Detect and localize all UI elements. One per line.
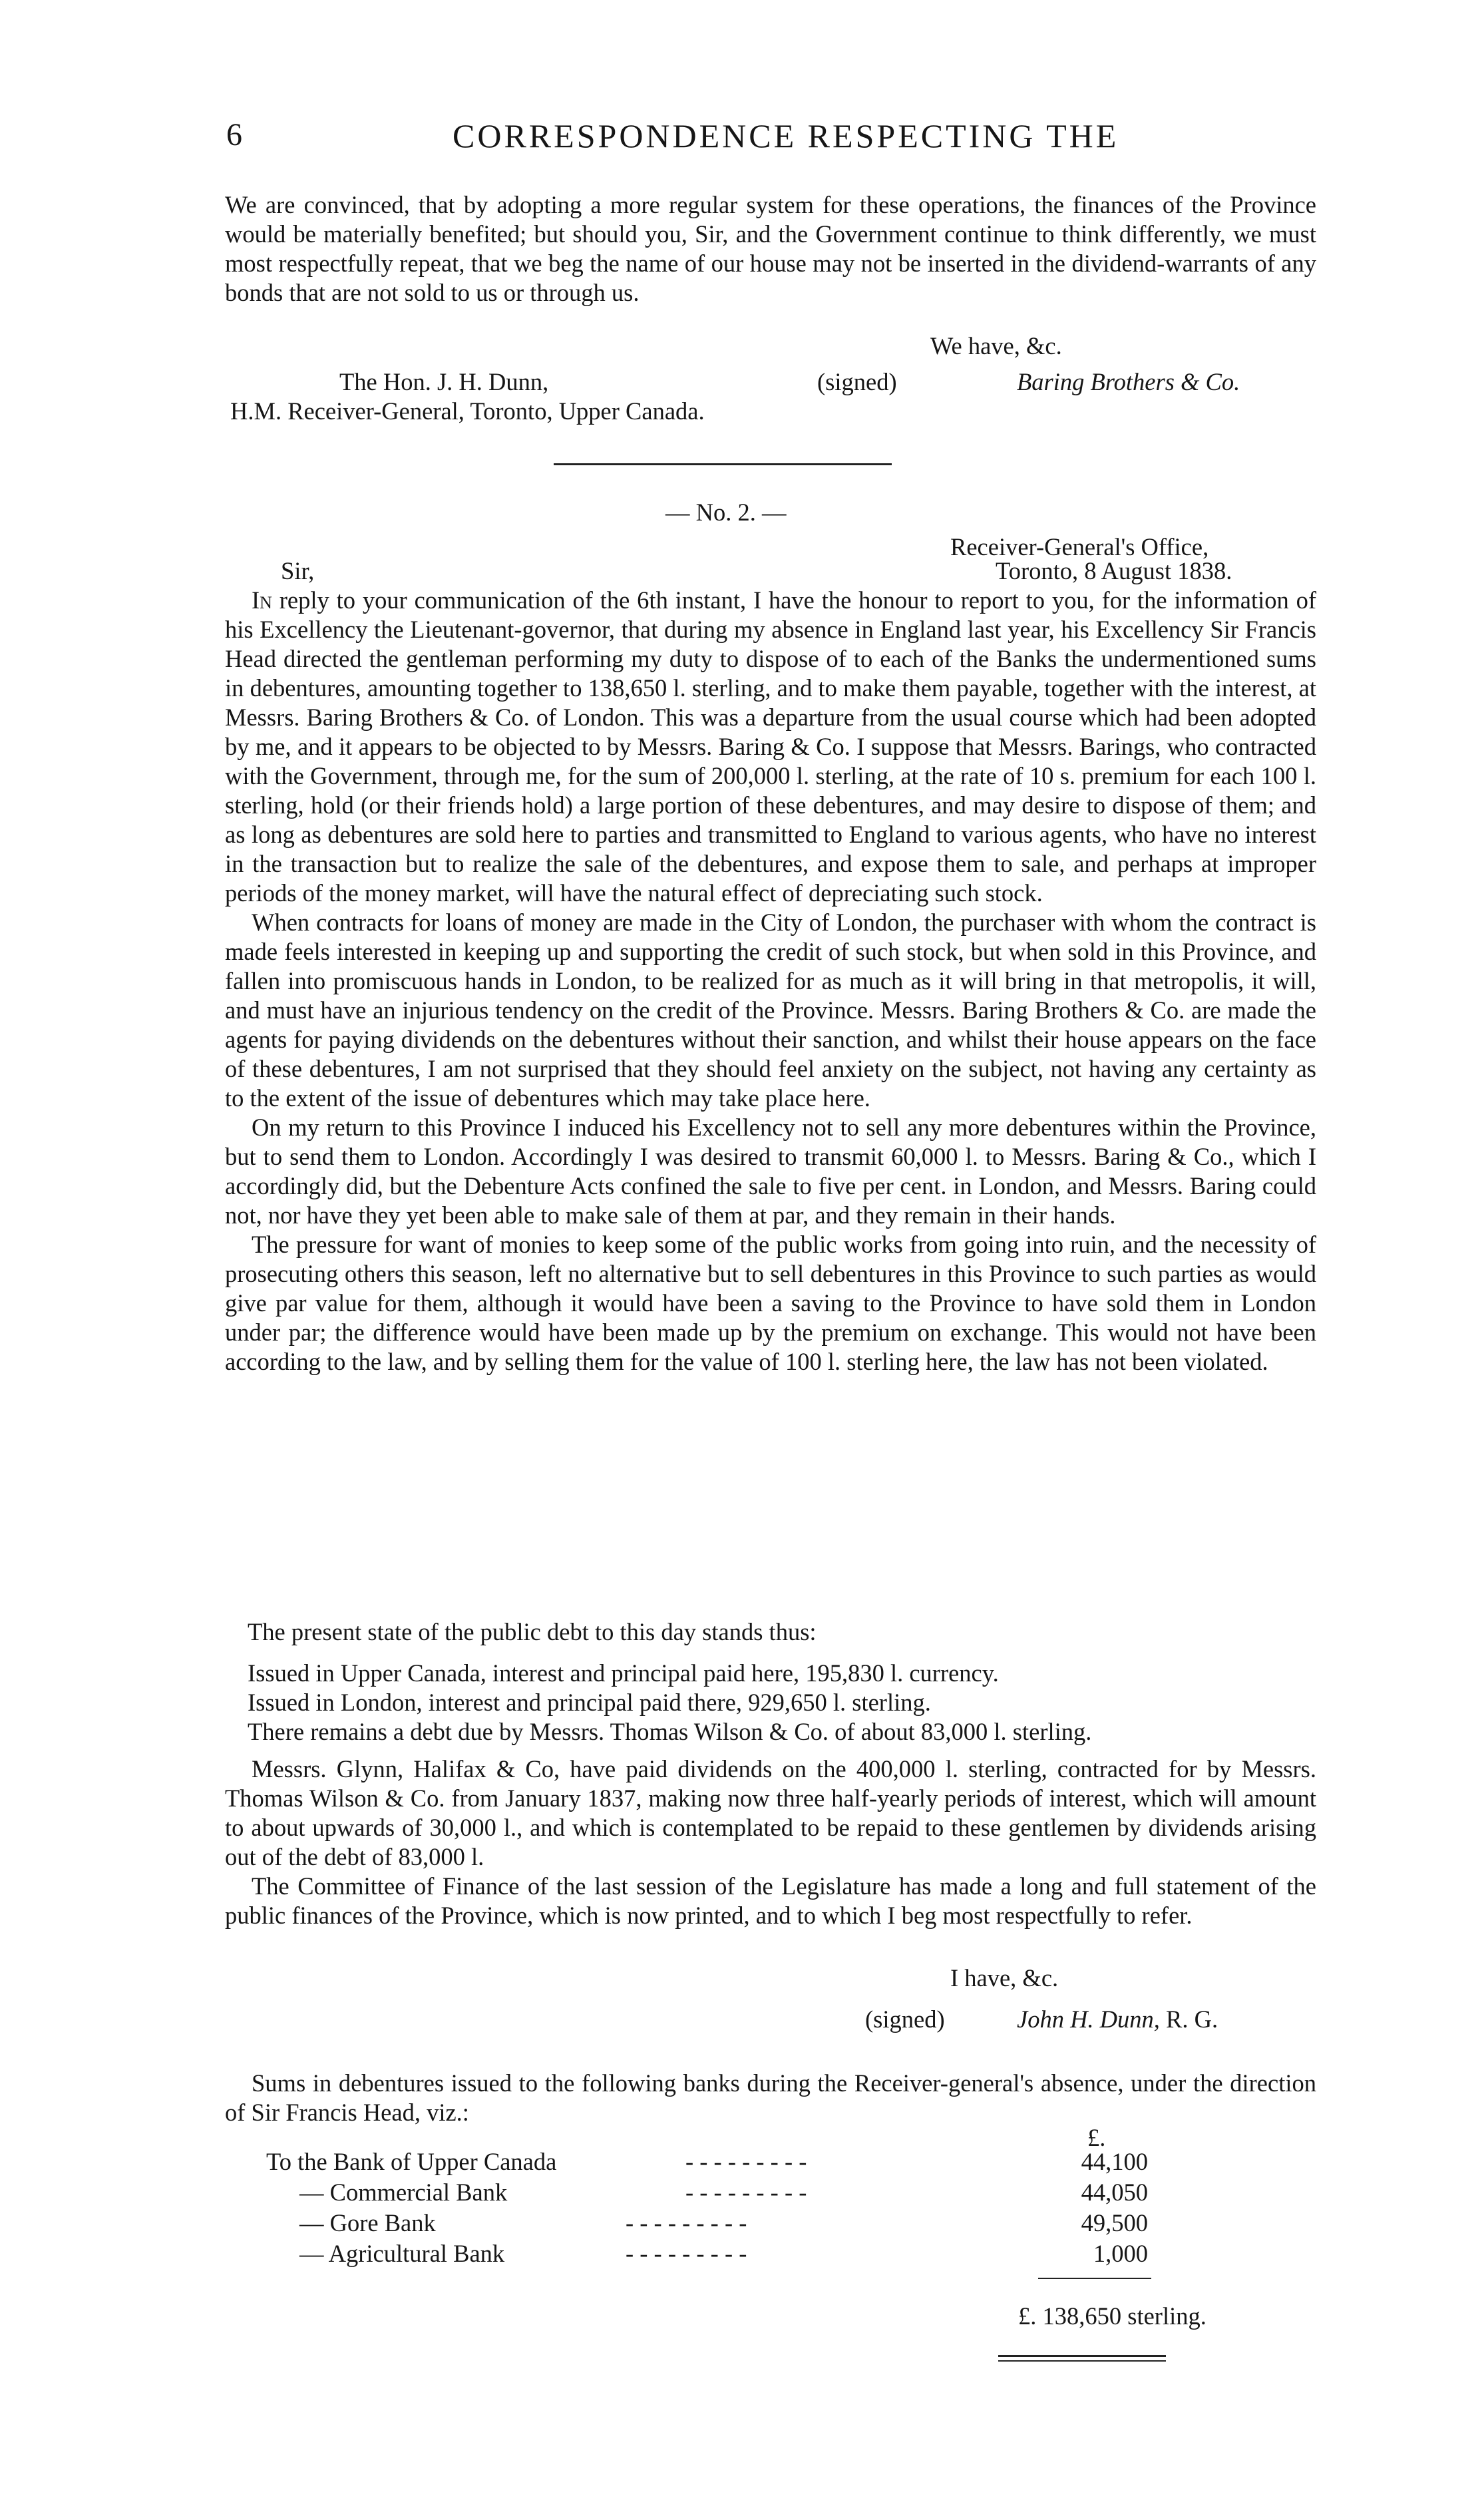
section-divider [554, 463, 892, 465]
letter2-paragraph-6: The Committee of Finance of the last session of the Legislature has made a long and full statement of the public finances of the Province, which is now printed, and to which I beg most respectfully to refer. [225, 1872, 1316, 1929]
page-header [226, 116, 1324, 163]
letter2-salutation: Sir, [281, 557, 315, 584]
letter1-body [225, 190, 1316, 308]
letter-number: — No. 2. — [665, 499, 787, 526]
table-row [266, 2177, 1198, 2208]
letter2-office: Receiver-General's Office, [950, 533, 1209, 560]
dropcap-word: In [252, 586, 272, 614]
sums-intro [225, 2069, 1316, 2127]
debt-item: There remains a debt due by Messrs. Thomas Wilson & Co. of about 83,000 l. sterling. [248, 1718, 1092, 1745]
signature-title: R. G. [1166, 2005, 1218, 2033]
sums-total: £. 138,650 sterling. [1018, 2302, 1206, 2330]
bank-amount: 49,500 [1081, 2209, 1148, 2236]
table-row [266, 2238, 1198, 2269]
sum-rule [1038, 2278, 1151, 2279]
end-rule-lower [998, 2360, 1166, 2362]
end-rule [998, 2355, 1166, 2357]
currency-header: £. [1087, 2124, 1106, 2151]
letter2-paragraph-4: The pressure for want of monies to keep some of the public works from going into ruin, and the necessity of prosecuting others this season, left no alternative but to sell debentures in this Province to such parties as would give par value for them, although it would have been a saving to the Province to have sold them in London under par; the difference would have been made up by the premium on exchange. This would not have been according to the law, and by selling them for the value of 100 l. sterling here, the law has not been violated. [225, 1231, 1316, 1375]
debt-item: Issued in Upper Canada, interest and principal paid here, 195,830 l. currency. [248, 1659, 999, 1687]
debt-item: Issued in London, interest and principal paid there, 929,650 l. sterling. [248, 1689, 931, 1716]
table-row [266, 2147, 1198, 2177]
debt-statement [248, 1617, 1326, 1747]
bank-amount: 1,000 [1093, 2240, 1148, 2267]
leader-dashes: - - - - - - - - - [685, 2179, 807, 2206]
letter2-paragraph-2: When contracts for loans of money are made in the City of London, the purchaser with whom the contract is made feels interested in keeping up and supporting the credit of such stock, but when sold in this Province, and fallen into promiscuous hands in London, to be realized for as much as it will bring in that metropolis, it will, and must have an injurious tendency on the credit of the Province. Messrs. Baring Brothers & Co. are made the agents for paying dividends on the debentures without their sanction, and whilst their house appears on the face of these debentures, I am not surprised that they should feel anxiety on the subject, not having any certainty as to the extent of the issue of debentures which may take place here. [225, 909, 1316, 1112]
letter2-paragraph-5: Messrs. Glynn, Halifax & Co, have paid dividends on the 400,000 l. sterling, contracted for by Messrs. Thomas Wilson & Co. from January 1837, making now three half-yearly periods of interest, which will amount to about upwards of 30,000 l., and which is contemplated to be repaid to these gentlemen by dividends arising out of the debt of 83,000 l. [225, 1755, 1316, 1870]
bank-amount: 44,050 [1081, 2179, 1148, 2206]
letter1-paragraph: We are convinced, that by adopting a more regular system for these operations, the finances of the Province would be materially benefited; but should you, Sir, and the Government continue to think differently, we must most respectfully repeat, that we beg the name of our house may not be inserted in the dividend-warrants of any bonds that are not sold to us or through us. [225, 191, 1316, 306]
letter1-signed-label: (signed) [817, 368, 897, 395]
running-title: CORRESPONDENCE RESPECTING THE [453, 117, 1119, 154]
leader-dashes: - - - - - - - - - [626, 2240, 747, 2267]
debentures-table [266, 2147, 1198, 2269]
bank-name: — Agricultural Bank [299, 2240, 505, 2267]
letter1-signature: Baring Brothers & Co. [1017, 368, 1240, 395]
letter2-body [225, 586, 1316, 1376]
letter2-signature: John H. Dunn, R. G. [1017, 2005, 1218, 2033]
bank-name: — Gore Bank [299, 2209, 436, 2236]
leader-dashes: - - - - - - - - - [626, 2209, 747, 2236]
letter2-place-date: Toronto, 8 August 1838. [996, 557, 1232, 584]
sums-intro-text: Sums in debentures issued to the following banks during the Receiver-general's absence, under the direction of Sir Francis Head, viz.: [225, 2069, 1316, 2126]
bank-name: To the Bank of Upper Canada [266, 2148, 557, 2175]
letter2-closing: I have, &c. [950, 1964, 1059, 1992]
bank-name: — Commercial Bank [299, 2179, 508, 2206]
letter1-addressee-name: The Hon. J. H. Dunn, [339, 368, 549, 395]
letter1-closing: We have, &c. [930, 332, 1062, 359]
bank-amount: 44,100 [1081, 2148, 1148, 2175]
letter2-body-after [225, 1755, 1316, 1930]
letter2-paragraph-3: On my return to this Province I induced his Excellency not to sell any more debentures within the Province, but to send them to London. Accordingly I was desired to transmit 60,000 l. to Messrs. Baring & Co., which I accordingly did, but the Debenture Acts confined the sale to five per cent. in London, and Messrs. Baring could not, nor have they yet been able to make sale of them at par, and they remain in their hands. [225, 1114, 1316, 1229]
page-number: 6 [226, 117, 242, 152]
letter2-paragraph-1: In reply to your communication of the 6th instant, I have the honour to report to you, for the information of his Excellency the Lieutenant-governor, that during my absence in England last year, his Excellency Sir Francis Head directed the gentleman performing my duty to dispose of to each of the Banks the undermentioned sums in debentures, amounting together to 138,650 l. sterling, and to make them payable, together with the interest, at Messrs. Baring Brothers & Co. of London. This was a departure from the usual course which had been adopted by me, and it appears to be objected to by Messrs. Baring & Co. I suppose that Messrs. Barings, who contracted with the Government, through me, for the sum of 200,000 l. sterling, at the rate of 10 s. premium for each 100 l. sterling, hold (or their friends hold) a large portion of these debentures, and may desire to dispose of them; and as long as debentures are sold here to parties and transmitted to England to various agents, who have no interest in the transaction but to realize the sale of the debentures, and expose them to sale, and perhaps at improper periods of the money market, will have the natural effect of depreciating such stock. [225, 586, 1316, 907]
debt-intro: The present state of the public debt to this day stands thus: [248, 1618, 817, 1645]
letter2-signed-label: (signed) [865, 2005, 945, 2033]
leader-dashes: - - - - - - - - - [685, 2148, 807, 2175]
letter1-addressee-title: H.M. Receiver-General, Toronto, Upper Canada. [230, 397, 705, 425]
table-row [266, 2208, 1198, 2238]
